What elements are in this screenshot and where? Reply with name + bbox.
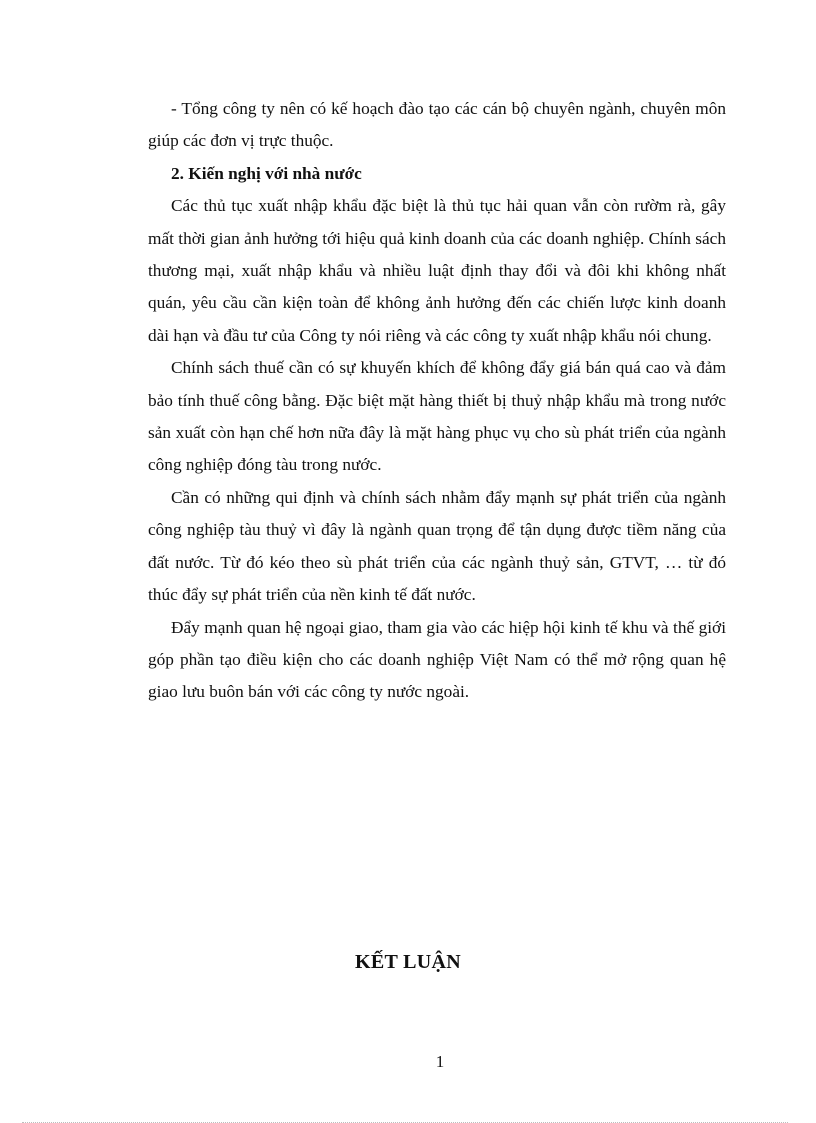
paragraph-shipbuilding-industry: Cần có những qui định và chính sách nhằm đẩy mạnh sự phát triển của ngành công nghiệp tàu thuỷ vì đây là ngành quan trọng để tận dụng được tiềm năng của đất nước. Từ đó kéo theo sù phát triển của các ngành thuỷ sản, GTVT, … từ đó thúc đẩy sự phát triển của nền kinh tế đất nước. bbox=[148, 487, 726, 605]
paragraph-tax-policy: Chính sách thuế cần có sự khuyến khích để không đẩy giá bán quá cao và đảm bảo tính thuế công bằng. Đặc biệt mặt hàng thiết bị thuỷ nhập khẩu mà trong nước sản xuất còn hạn chế hơn nữa đây là mặt hàng phục vụ cho sù phát triển của ngành công nghiệp đóng tàu trong nước. bbox=[148, 358, 726, 475]
paragraph-customs-procedures: Các thủ tục xuất nhập khẩu đặc biệt là thủ tục hải quan vẫn còn rườm rà, gây mất thời gian ảnh hưởng tới hiệu quả kinh doanh của các doanh nghiệp. Chính sách thương mại, xuất nhập khẩu và nhiều luật định thay đổi và đôi khi không nhất quán, yêu cầu cần kiện toàn để không ảnh hưởng đến các chiến lược kinh doanh dài hạn và đầu tư của Công ty nói riêng và các công ty xuất nhập khẩu nói chung. bbox=[148, 196, 726, 345]
conclusion-title: KẾT LUẬN bbox=[355, 951, 461, 973]
section-heading-recommendations-to-state: 2. Kiến nghị với nhà nước bbox=[171, 163, 362, 183]
document-body bbox=[148, 93, 726, 709]
page-number: 1 bbox=[435, 1052, 445, 1071]
paragraph-foreign-relations: Đẩy mạnh quan hệ ngoại giao, tham gia vào các hiệp hội kinh tế khu và thế giới góp phần tạo điều kiện cho các doanh nghiệp Việt Nam có thể mở rộng quan hệ giao lưu buôn bán với các công ty nước ngoài. bbox=[148, 617, 726, 702]
paragraph-training-plan: - Tổng công ty nên có kế hoạch đào tạo các cán bộ chuyên ngành, chuyên môn giúp các đơn vị trực thuộc. bbox=[148, 99, 726, 151]
